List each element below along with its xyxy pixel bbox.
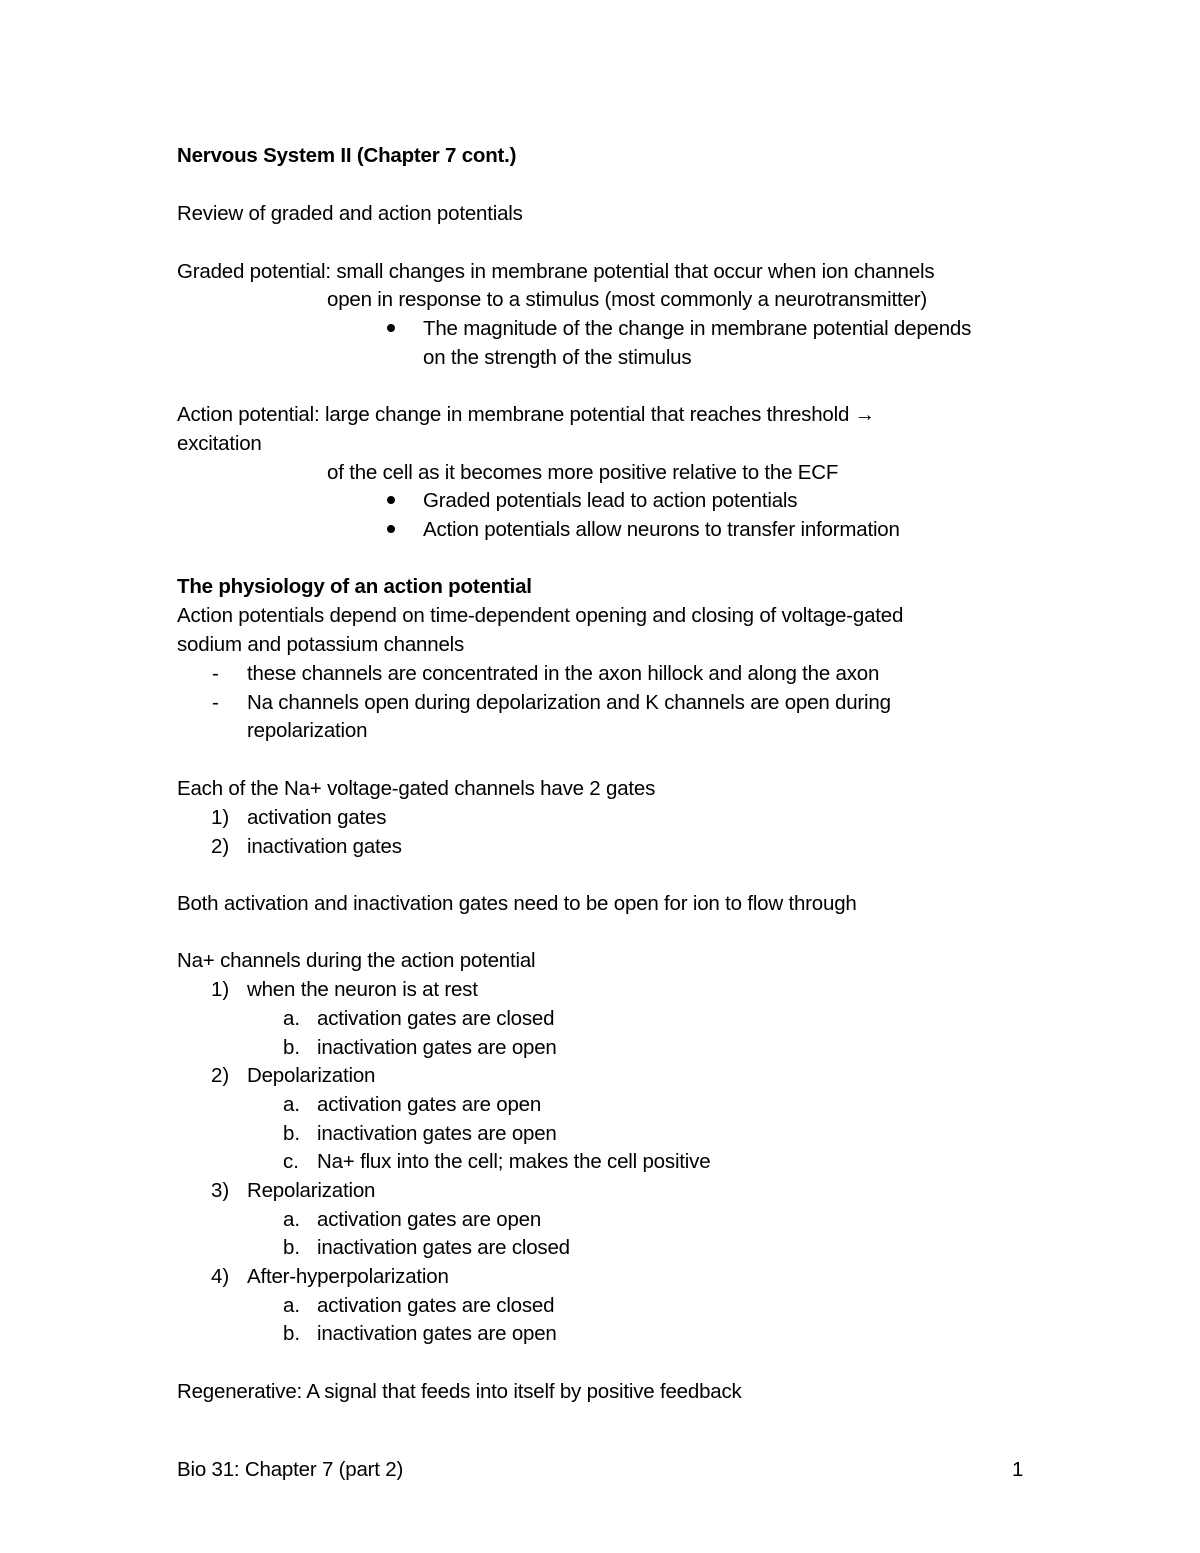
action-bullet-2: Action potentials allow neurons to transfer information bbox=[423, 518, 900, 541]
list-number: 2) bbox=[211, 1064, 230, 1087]
stage-2-sub-a: activation gates are open bbox=[317, 1093, 542, 1116]
action-bullet-1: Graded potentials lead to action potentials bbox=[423, 489, 798, 512]
review-line: Review of graded and action potentials bbox=[177, 202, 523, 225]
graded-definition-line1: Graded potential: small changes in membrane potential that occur when ion channels bbox=[177, 260, 935, 283]
na-channels-heading: Na+ channels during the action potential bbox=[177, 949, 536, 972]
list-letter: a. bbox=[283, 1208, 301, 1231]
physiology-heading: The physiology of an action potential bbox=[177, 575, 532, 598]
list-number: 1) bbox=[211, 978, 230, 1001]
action-definition-line2: excitation bbox=[177, 432, 262, 455]
graded-definition-line2: open in response to a stimulus (most commonly a neurotransmitter) bbox=[327, 288, 927, 311]
list-letter: a. bbox=[283, 1294, 301, 1317]
list-letter: b. bbox=[283, 1322, 301, 1345]
stage-3-label: Repolarization bbox=[247, 1179, 376, 1202]
action-definition-line3: of the cell as it becomes more positive relative to the ECF bbox=[327, 461, 839, 484]
list-letter: b. bbox=[283, 1122, 301, 1145]
physiology-line2: sodium and potassium channels bbox=[177, 633, 465, 656]
stage-4-label: After-hyperpolarization bbox=[247, 1265, 449, 1288]
list-letter: c. bbox=[283, 1150, 299, 1173]
stage-1-sub-b: inactivation gates are open bbox=[317, 1036, 557, 1059]
list-number: 4) bbox=[211, 1265, 230, 1288]
gates-item-1: activation gates bbox=[247, 806, 387, 829]
list-number: 1) bbox=[211, 806, 230, 829]
list-letter: a. bbox=[283, 1007, 301, 1030]
gates-item-2: inactivation gates bbox=[247, 835, 402, 858]
stage-1-label: when the neuron is at rest bbox=[247, 978, 478, 1001]
dash-marker: - bbox=[212, 691, 219, 714]
dash-marker: - bbox=[212, 662, 219, 685]
stage-1-sub-a: activation gates are closed bbox=[317, 1007, 555, 1030]
gates-intro: Each of the Na+ voltage-gated channels have 2 gates bbox=[177, 777, 656, 800]
physiology-dash-2-line2: repolarization bbox=[247, 719, 368, 742]
stage-2-sub-c: Na+ flux into the cell; makes the cell positive bbox=[317, 1150, 711, 1173]
list-letter: b. bbox=[283, 1236, 301, 1259]
physiology-line1: Action potentials depend on time-dependent opening and closing of voltage-gated bbox=[177, 604, 904, 627]
stage-4-sub-b: inactivation gates are open bbox=[317, 1322, 557, 1345]
regenerative-line: Regenerative: A signal that feeds into itself by positive feedback bbox=[177, 1380, 742, 1403]
footer-course: Bio 31: Chapter 7 (part 2) bbox=[177, 1458, 404, 1481]
stage-3-sub-b: inactivation gates are closed bbox=[317, 1236, 570, 1259]
list-letter: a. bbox=[283, 1093, 301, 1116]
list-number: 2) bbox=[211, 835, 230, 858]
bullet-icon bbox=[387, 496, 395, 504]
bullet-icon bbox=[387, 525, 395, 533]
graded-bullet-line1: The magnitude of the change in membrane potential depends bbox=[423, 317, 972, 340]
stage-2-sub-b: inactivation gates are open bbox=[317, 1122, 557, 1145]
graded-bullet-line2: on the strength of the stimulus bbox=[423, 346, 692, 369]
physiology-dash-2-line1: Na channels open during depolarization and K channels are open during bbox=[247, 691, 891, 714]
both-gates-line: Both activation and inactivation gates need to be open for ion to flow through bbox=[177, 892, 857, 915]
list-letter: b. bbox=[283, 1036, 301, 1059]
list-number: 3) bbox=[211, 1179, 230, 1202]
page-number: 1 bbox=[1012, 1458, 1024, 1481]
physiology-dash-1: these channels are concentrated in the axon hillock and along the axon bbox=[247, 662, 880, 685]
document-title: Nervous System II (Chapter 7 cont.) bbox=[177, 144, 517, 167]
bullet-icon bbox=[387, 324, 395, 332]
action-definition-line1: Action potential: large change in membrane potential that reaches threshold → bbox=[177, 403, 875, 426]
stage-4-sub-a: activation gates are closed bbox=[317, 1294, 555, 1317]
stage-3-sub-a: activation gates are open bbox=[317, 1208, 542, 1231]
stage-2-label: Depolarization bbox=[247, 1064, 376, 1087]
